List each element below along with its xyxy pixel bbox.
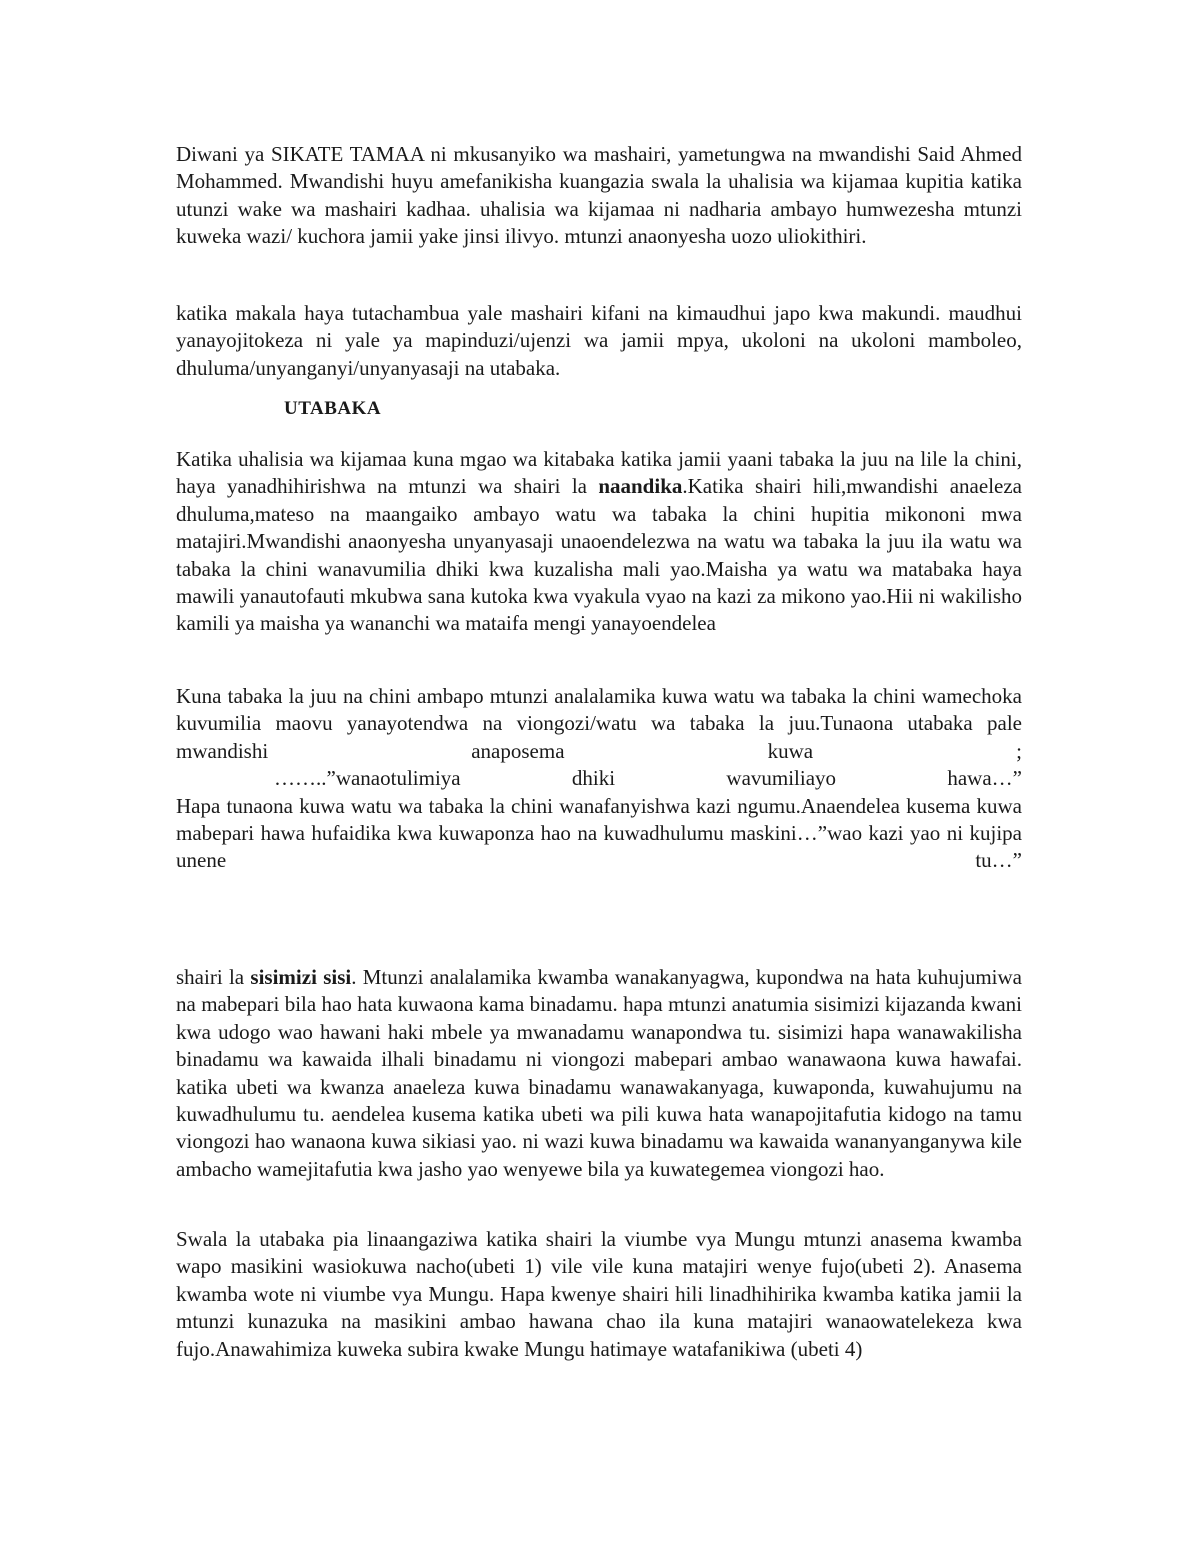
paragraph-tabaka-text-1: Kuna tabaka la juu na chini ambapo mtunzi analalamika kuwa watu wa tabaka la chini wamechoka kuvumilia maovu yanayotendwa na viongozi/watu wa tabaka la juu.Tunaona utabaka pale mwandishi anaposema kuwa ; [176, 684, 1022, 763]
paragraph-naandika-text-before: Katika uhalisia wa kijamaa kuna mgao wa kitabaka katika jamii yaani tabaka la juu na lile la chini, haya yanadhihirishwa na mtunzi wa shairi la [176, 447, 1022, 499]
paragraph-intro: Diwani ya SIKATE TAMAA ni mkusanyiko wa mashairi, yametungwa na mwandishi Said Ahmed Mohammed. Mwandishi huyu amefanikisha kuangazia swala la uhalisia wa kijamaa kupitia katika utunzi wake wa mashairi kadhaa. uhalisia wa kijamaa ni nadharia ambayo humwezesha mtunzi kuweka wazi/ kuchora jamii yake jinsi ilivyo. mtunzi anaonyesha uozo uliokithiri. [176, 142, 1022, 249]
paragraph-tabaka [176, 683, 1022, 875]
poem-title-naandika: naandika [598, 474, 683, 499]
paragraph-sisimizi [176, 964, 1022, 1183]
paragraph-sisimizi-text-after: . Mtunzi analalamika kwamba wanakanyagwa, kupondwa na hata kuhujumiwa na mabepari bila hao hata kuwaona kama binadamu. hapa mtunzi anatumia sisimizi kijazanda kwani kwa udogo wao hawani haki mbele ya mwanadamu wanapondwa tu. sisimizi hapa wanawakilisha binadamu wa kawaida ilhali binadamu ni viongozi mabepari ambao wanawaona kuwa hawafai. katika ubeti wa kwanza anaeleza kuwa binadamu wanawakanyaga, kuwaponda, kuwahujumu na kuwadhulumu tu. aendelea kusema katika ubeti wa pili kuwa hata wanapojitafutia kidogo na tamu viongozi hao wanaona kuwa sikiasi yao. ni wazi kuwa binadamu wa kawaida wananyanganywa kile ambacho wamejitafutia kwa jasho yao wenyewe bila ya kuwategemea viongozi hao. [176, 965, 1023, 1181]
paragraph-overview: katika makala haya tutachambua yale mashairi kifani na kimaudhui japo kwa makundi. maudhui yanayojitokeza ni yale ya mapinduzi/ujenzi wa jamii mpya, ukoloni na ukoloni mamboleo, dhuluma/unyanganyi/unyanyasaji na utabaka. [176, 301, 1022, 380]
section-heading: UTABAKA [284, 398, 382, 419]
paragraph-sisimizi-text-before: shairi la [176, 965, 251, 989]
paragraph-viumbe: Swala la utabaka pia linaangaziwa katika shairi la viumbe vya Mungu mtunzi anasema kwamba wapo masikini wasiokuwa nacho(ubeti 1) vile vile kuna matajiri wenye fujo(ubeti 2). Anasema kwamba wote ni viumbe vya Mungu. Hapa kwenye shairi hili linadhihirika kwamba katika jamii la mtunzi kunazuka na masikini ambao hawana chao ila kuna matajiri wanaowatelekeza kwa fujo.Anawahimiza kuweka subira kwake Mungu hatimaye watafanikiwa (ubeti 4) [176, 1227, 1022, 1361]
paragraph-tabaka-text-2: Hapa tunaona kuwa watu wa tabaka la chini wanafanyishwa kazi ngumu.Anaendelea kusema kuwa mabepari hawa hufaidika kwa kuwaponza hao na kuwadhulumu maskini…”wao kazi yao ni kujipa unene tu…” [176, 793, 1022, 873]
paragraph-naandika-text-after: .Katika shairi hili,mwandishi anaeleza dhuluma,mateso na maangaiko ambayo watu wa tabaka la chini hupitia mikononi mwa matajiri.Mwandishi anaonyesha unyanyasaji unaoendelezwa na watu wa tabaka la juu ila watu wa tabaka la chini wanavumilia dhiki kwa kuzalisha mali yao.Maisha ya watu wa matabaka haya mawili yanautofauti mkubwa sana kutoka kwa vyakula vyao na kazi za mikono yao.Hii ni wakilisho kamili ya maisha ya wananchi wa mataifa mengi yanayoendelea [176, 474, 1022, 636]
paragraph-naandika [176, 446, 1022, 638]
poem-title-sisimizi-sisi: sisimizi sisi [250, 965, 352, 989]
quote-wanaotulimiya: ……..”wanaotulimiya dhiki wavumiliayo hawa…” [274, 766, 1022, 791]
